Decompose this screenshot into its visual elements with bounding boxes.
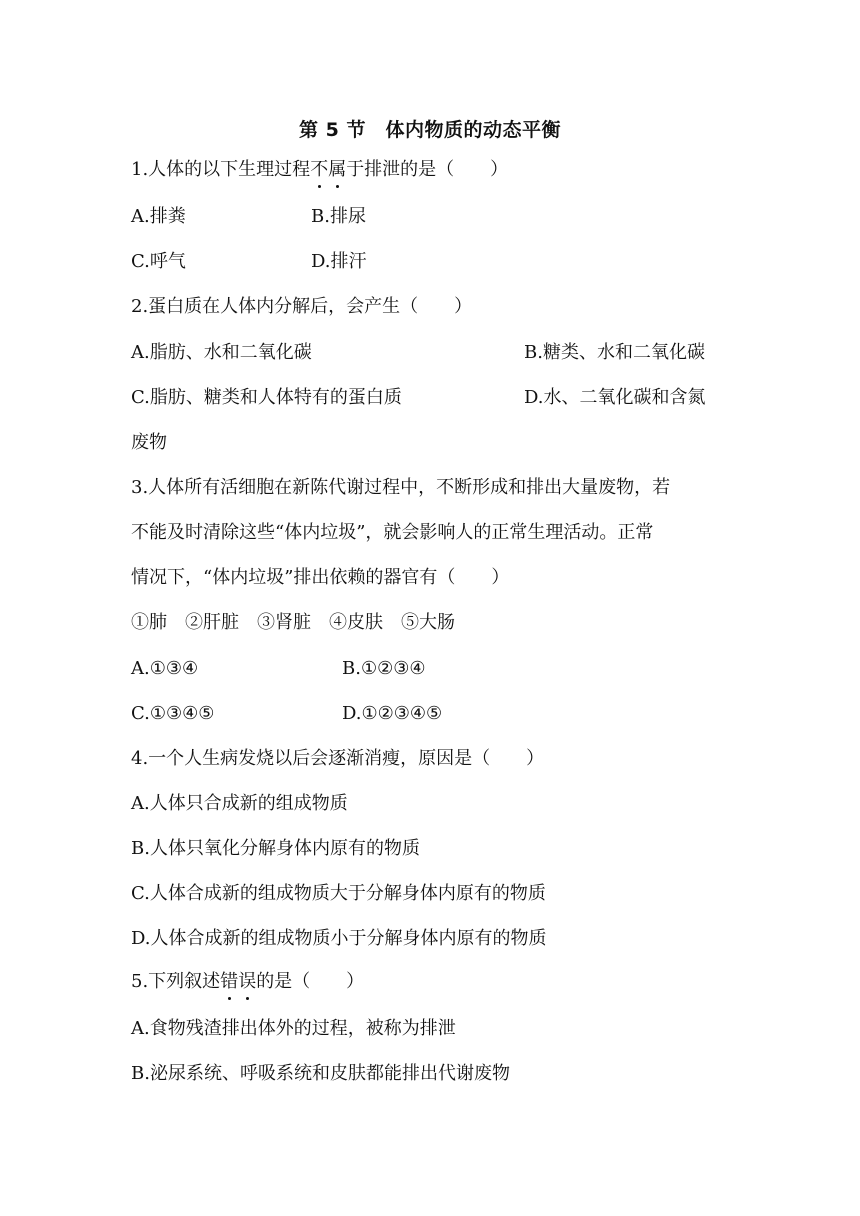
question-1-stem xyxy=(131,158,508,182)
question-3-option-c: C.①③④⑤ xyxy=(131,703,215,724)
question-5-option-a: A.食物残渣排出体外的过程，被称为排泄 xyxy=(131,1018,456,1039)
question-3-organ-list: ①肺 ②肝脏 ③肾脏 ④皮肤 ⑤大肠 xyxy=(131,612,455,633)
emphasis-char: 误 xyxy=(238,971,257,992)
question-5-option-b: B.泌尿系统、呼吸系统和皮肤都能排出代谢废物 xyxy=(131,1063,510,1084)
question-1-option-a: A.排粪 xyxy=(131,206,186,227)
question-2-option-b: B.糖类、水和二氧化碳 xyxy=(524,342,705,363)
question-4-option-b: B.人体只氧化分解身体内原有的物质 xyxy=(131,838,420,859)
question-3-stem-line-1: 3.人体所有活细胞在新陈代谢过程中，不断形成和排出大量废物，若 xyxy=(131,477,671,498)
emphasis-char: 错 xyxy=(220,971,239,992)
question-2-option-a: A.脂肪、水和二氧化碳 xyxy=(131,342,312,363)
question-1-option-c: C.呼气 xyxy=(131,251,186,272)
question-3-option-b: B.①②③④ xyxy=(342,658,426,679)
question-4-option-c: C.人体合成新的组成物质大于分解身体内原有的物质 xyxy=(131,883,546,904)
question-3-stem-line-3: 情况下，“体内垃圾”排出依赖的器官有（ ） xyxy=(131,567,510,588)
question-2-option-d: D.水、二氧化碳和含氮 xyxy=(524,387,706,408)
question-1-stem-end: 于排泄的是（ ） xyxy=(346,159,509,180)
question-5-stem-end: 的是（ ） xyxy=(256,971,365,992)
question-1-option-d: D.排汗 xyxy=(311,251,367,272)
question-1-stem-start: 1.人体的以下生理过程 xyxy=(131,159,311,180)
question-2-option-c: C.脂肪、糖类和人体特有的蛋白质 xyxy=(131,387,402,408)
question-1-option-b: B.排尿 xyxy=(311,206,366,227)
question-2-stem: 2.蛋白质在人体内分解后，会产生（ ） xyxy=(131,296,473,317)
section-title: 第 5 节 体内物质的动态平衡 xyxy=(299,119,561,141)
emphasis-char: 属 xyxy=(328,159,347,180)
question-4-stem: 4.一个人生病发烧以后会逐渐消瘦，原因是（ ） xyxy=(131,748,545,769)
question-5-stem-start: 5.下列叙述 xyxy=(131,971,221,992)
question-5-stem xyxy=(131,970,364,994)
question-4-option-d: D.人体合成新的组成物质小于分解身体内原有的物质 xyxy=(131,928,547,949)
emphasis-char: 不 xyxy=(310,159,329,180)
question-3-option-d: D.①②③④⑤ xyxy=(342,703,443,724)
question-3-stem-line-2: 不能及时清除这些“体内垃圾”，就会影响人的正常生理活动。正常 xyxy=(131,522,654,543)
question-4-option-a: A.人体只合成新的组成物质 xyxy=(131,793,348,814)
question-3-option-a: A.①③④ xyxy=(131,658,199,679)
question-2-option-d-continued: 废物 xyxy=(131,432,167,453)
